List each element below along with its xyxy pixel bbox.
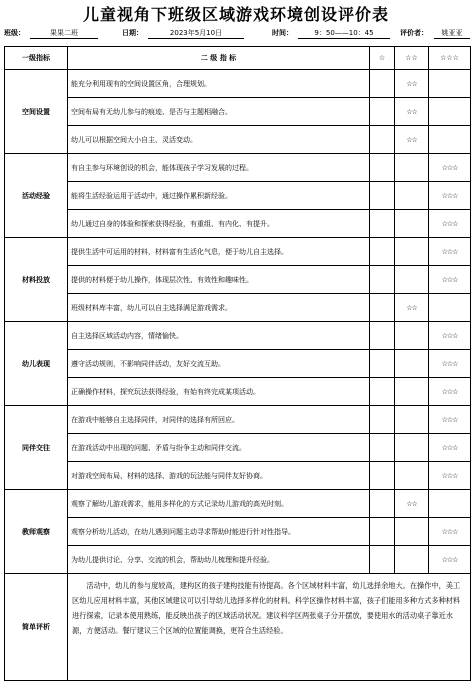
indicator-text: 幼儿可以根据空间大小自主、灵活变动。 — [68, 126, 370, 154]
indicator-text: 观察分析幼儿活动，在幼儿遇到问题主动寻求帮助时能进行针对性指导。 — [68, 518, 370, 546]
rating-s3: ☆☆☆ — [429, 462, 471, 490]
rating-s3: ☆☆☆ — [429, 546, 471, 574]
group-name: 空间设置 — [5, 70, 68, 154]
indicator-text: 自主选择区域活动内容，情绪愉快。 — [68, 322, 370, 350]
rating-s3: ☆☆☆ — [429, 322, 471, 350]
group-name: 材料投放 — [5, 238, 68, 322]
indicator-text: 为幼儿提供讨论、分享、交流的机会，帮助幼儿梳理和提升经验。 — [68, 546, 370, 574]
group-name: 活动经验 — [5, 154, 68, 238]
table-row — [5, 294, 471, 322]
header-star1: ☆ — [370, 47, 395, 70]
table-row — [5, 154, 471, 182]
indicator-text: 幼儿通过自身的体验和探索获得经验，有重组、有内化、有提升。 — [68, 210, 370, 238]
evaluator-value: 姚亚亚 — [434, 28, 470, 39]
rating-s3: ☆☆☆ — [429, 434, 471, 462]
summary-row — [5, 574, 471, 681]
table-row — [5, 462, 471, 490]
group-name: 同伴交往 — [5, 406, 68, 490]
rating-s3: ☆☆☆ — [429, 518, 471, 546]
class-value: 果果二班 — [30, 28, 98, 39]
table-row — [5, 378, 471, 406]
rating-s2 — [395, 238, 429, 266]
rating-s3: ☆☆☆ — [429, 350, 471, 378]
table-row — [5, 266, 471, 294]
rating-s2: ☆☆ — [395, 294, 429, 322]
rating-s2: ☆☆ — [395, 70, 429, 98]
rating-s1 — [370, 378, 395, 406]
header-row — [5, 47, 471, 70]
rating-s3: ☆☆☆ — [429, 266, 471, 294]
rating-s3: ☆☆☆ — [429, 154, 471, 182]
meta-row — [4, 28, 470, 42]
rating-s3 — [429, 70, 471, 98]
rating-s3: ☆☆☆ — [429, 210, 471, 238]
table-row — [5, 546, 471, 574]
table-row — [5, 238, 471, 266]
rating-s1 — [370, 434, 395, 462]
indicator-text: 对游戏空间布局、材料的选择、游戏的玩法能与同伴友好协商。 — [68, 462, 370, 490]
indicator-text: 有自主参与环境创设的机会，能体现孩子学习发展的过程。 — [68, 154, 370, 182]
indicator-text: 在游戏中能够自主选择同伴，对同伴的选择有所回应。 — [68, 406, 370, 434]
header-level2: 二 级 指 标 — [68, 47, 370, 70]
rating-s2 — [395, 154, 429, 182]
table-row — [5, 490, 471, 518]
rating-s1 — [370, 238, 395, 266]
rating-s1 — [370, 462, 395, 490]
rating-s2 — [395, 378, 429, 406]
table-row — [5, 182, 471, 210]
rating-s2 — [395, 546, 429, 574]
evaluation-table — [4, 46, 471, 681]
page-title: 儿童视角下班级区域游戏环境创设评价表 — [82, 5, 389, 24]
rating-s2 — [395, 210, 429, 238]
table-row — [5, 406, 471, 434]
group-name: 幼儿表现 — [5, 322, 68, 406]
rating-s2 — [395, 406, 429, 434]
class-label: 班级： — [4, 29, 25, 37]
rating-s1 — [370, 182, 395, 210]
rating-s1 — [370, 322, 395, 350]
rating-s3 — [429, 294, 471, 322]
date-label: 日期： — [122, 29, 143, 37]
rating-s1 — [370, 350, 395, 378]
summary-label: 简单评析 — [5, 574, 68, 681]
rating-s1 — [370, 70, 395, 98]
rating-s2: ☆☆ — [395, 126, 429, 154]
indicator-text: 在游戏活动中出现的问题、矛盾与纷争主动和同伴交流。 — [68, 434, 370, 462]
indicator-text: 观察了解幼儿游戏需求，能用多样化的方式记录幼儿游戏的高光时刻。 — [68, 490, 370, 518]
rating-s1 — [370, 126, 395, 154]
rating-s1 — [370, 406, 395, 434]
rating-s1 — [370, 98, 395, 126]
table-row — [5, 434, 471, 462]
rating-s3: ☆☆☆ — [429, 406, 471, 434]
rating-s1 — [370, 294, 395, 322]
indicator-text: 能充分利用现有的空间设置区角，合理规划。 — [68, 70, 370, 98]
rating-s2 — [395, 462, 429, 490]
table-row — [5, 210, 471, 238]
header-star3: ☆☆☆ — [429, 47, 471, 70]
rating-s2 — [395, 350, 429, 378]
rating-s2 — [395, 518, 429, 546]
rating-s2: ☆☆ — [395, 98, 429, 126]
indicator-text: 能将生活经验运用于活动中，通过操作累积新经验。 — [68, 182, 370, 210]
indicator-text: 正确操作材料，探究玩法获得经验，有始有终完成某项活动。 — [68, 378, 370, 406]
rating-s3: ☆☆☆ — [429, 182, 471, 210]
summary-text: 活动中，幼儿的参与度较高，建构区的孩子建构技能有待提高。各个区域材料丰富，幼儿选择余地大。在操作中，美工区幼儿应用材料丰富，其他区域建议可以引导幼儿选择多样化的材料。科学区操作材料丰富，孩子们能用多种方式多种材料进行探索，记录本使用熟练，能反映出孩子的区域活动状况。建议科学区两张桌子分开摆放，要使用水的活动桌子靠近水源，方便活动。餐厅建议三个区域的位置能调换，更符合生活经验。 — [68, 574, 471, 681]
table-row — [5, 126, 471, 154]
table-row — [5, 350, 471, 378]
evaluator-label: 评价者： — [400, 29, 428, 37]
rating-s2 — [395, 182, 429, 210]
rating-s3: ☆☆☆ — [429, 238, 471, 266]
indicator-text: 遵守活动规则，不影响同伴活动，友好交流互助。 — [68, 350, 370, 378]
header-level1: 一级指标 — [5, 47, 68, 70]
rating-s3 — [429, 98, 471, 126]
indicator-text: 空间布局有无幼儿参与的痕迹、是否与主题相融合。 — [68, 98, 370, 126]
rating-s1 — [370, 210, 395, 238]
rating-s1 — [370, 518, 395, 546]
rating-s1 — [370, 490, 395, 518]
rating-s2 — [395, 266, 429, 294]
date-value: 2023年5月10日 — [148, 28, 244, 39]
rating-s2 — [395, 434, 429, 462]
table-row — [5, 70, 471, 98]
rating-s3: ☆☆☆ — [429, 378, 471, 406]
group-name: 教师观察 — [5, 490, 68, 574]
time-label: 时间： — [272, 29, 293, 37]
table-row — [5, 98, 471, 126]
table-row — [5, 518, 471, 546]
rating-s3 — [429, 126, 471, 154]
rating-s1 — [370, 546, 395, 574]
rating-s2 — [395, 322, 429, 350]
indicator-text: 班级材料库丰富，幼儿可以自主选择满足游戏需求。 — [68, 294, 370, 322]
time-value: 9：50——10：45 — [298, 28, 390, 39]
indicator-text: 提供生活中可运用的材料，材料富有生活化气息，便于幼儿自主选择。 — [68, 238, 370, 266]
indicator-text: 提供的材料便于幼儿操作，体现层次性、有效性和趣味性。 — [68, 266, 370, 294]
table-row — [5, 322, 471, 350]
rating-s2: ☆☆ — [395, 490, 429, 518]
rating-s3 — [429, 490, 471, 518]
rating-s1 — [370, 266, 395, 294]
header-star2: ☆☆ — [395, 47, 429, 70]
rating-s1 — [370, 154, 395, 182]
